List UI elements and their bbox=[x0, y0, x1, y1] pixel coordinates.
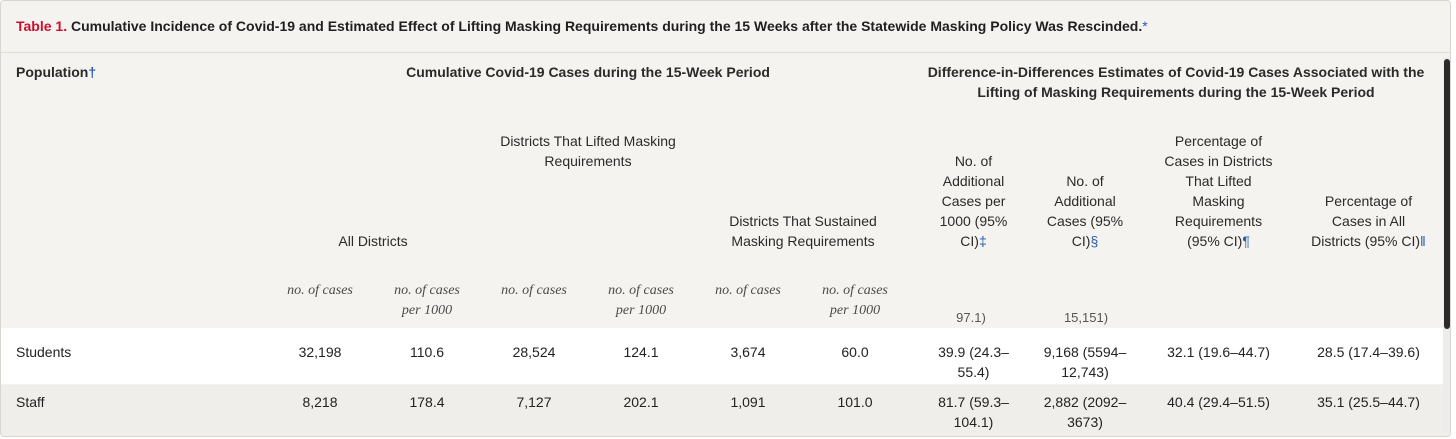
cell-sustained-cases: 3,674 bbox=[730, 344, 766, 360]
cell-additional-per1000: 39.9 (24.3– 55.4) bbox=[938, 344, 1009, 380]
population-footnote-mark[interactable]: † bbox=[88, 64, 97, 80]
cell-all-cases: 32,198 bbox=[298, 344, 342, 360]
cell-all-per1000: 110.6 bbox=[410, 344, 444, 360]
cell-pct-all: 35.1 (25.5–44.7) bbox=[1317, 394, 1420, 410]
pct-lifted-footnote-mark[interactable]: ¶ bbox=[1242, 233, 1250, 249]
row-population: Students bbox=[16, 344, 72, 360]
header-did-estimates: Difference-in-Differences Estimates of Covid-19 Cases Associated with the Lifting of Masking Requirements during the 15-Week Period bbox=[927, 64, 1425, 100]
cell-sustained-cases: 1,091 bbox=[730, 394, 766, 410]
table-header bbox=[1, 54, 1450, 328]
subheader-lifted-per1000: no. of cases per 1000 bbox=[608, 283, 674, 318]
cell-lifted-per1000: 124.1 bbox=[623, 344, 659, 360]
table-row bbox=[1, 328, 1450, 384]
header-cumulative-cases: Cumulative Covid-19 Cases during the 15-Week Period bbox=[406, 64, 770, 80]
clipped-text-cases: 15,151) bbox=[1063, 313, 1109, 325]
subheader-all-per1000: no. of cases per 1000 bbox=[394, 283, 460, 318]
subheader-all-cases: no. of cases bbox=[287, 283, 353, 298]
cell-sustained-per1000: 60.0 bbox=[841, 344, 869, 360]
vertical-scrollbar-thumb[interactable] bbox=[1444, 59, 1450, 329]
cell-pct-lifted: 40.4 (29.4–51.5) bbox=[1167, 394, 1270, 410]
header-pct-lifted: Percentage of Cases in Districts That Lifted Masking Requirements (95% CI)¶ bbox=[1164, 133, 1273, 249]
cell-lifted-per1000: 202.1 bbox=[623, 394, 659, 410]
table-caption bbox=[1, 1, 1450, 53]
table-row bbox=[1, 385, 1450, 437]
header-lifted-districts: Districts That Lifted Masking Requirements bbox=[500, 133, 676, 169]
cell-additional-cases: 2,882 (2092– 3673) bbox=[1043, 394, 1127, 430]
header-all-districts: All Districts bbox=[338, 233, 408, 249]
cell-pct-all: 28.5 (17.4–39.6) bbox=[1317, 344, 1420, 360]
header-pct-all: Percentage of Cases in All Districts (95% CI)‖ bbox=[1311, 193, 1426, 249]
header-additional-per1000: No. of Additional Cases per 1000 (95% CI)‡ bbox=[939, 153, 1008, 249]
header-additional-cases: No. of Additional Cases (95% CI)§ bbox=[1046, 173, 1124, 249]
cell-all-cases: 8,218 bbox=[302, 394, 338, 410]
cell-lifted-cases: 7,127 bbox=[516, 394, 552, 410]
caption-footnote-mark[interactable]: * bbox=[1142, 18, 1148, 34]
row-population: Staff bbox=[16, 394, 45, 410]
per1000-footnote-mark[interactable]: ‡ bbox=[978, 233, 987, 249]
cell-lifted-cases: 28,524 bbox=[512, 344, 556, 360]
cell-additional-per1000: 81.7 (59.3– 104.1) bbox=[938, 394, 1009, 430]
subheader-sustained-cases: no. of cases bbox=[715, 283, 781, 298]
subheader-lifted-cases: no. of cases bbox=[501, 283, 567, 298]
cell-all-per1000: 178.4 bbox=[409, 394, 445, 410]
clipped-text-per1000: 97.1) bbox=[956, 313, 986, 325]
table-label: Table 1. bbox=[16, 18, 68, 34]
cell-pct-lifted: 32.1 (19.6–44.7) bbox=[1167, 344, 1270, 360]
header-population: Population† bbox=[16, 64, 97, 80]
header-sustained-districts: Districts That Sustained Masking Requirements bbox=[729, 213, 877, 249]
pct-all-footnote-mark[interactable]: ‖ bbox=[1420, 233, 1426, 249]
subheader-sustained-per1000: no. of cases per 1000 bbox=[822, 283, 888, 318]
cases-footnote-mark[interactable]: § bbox=[1090, 233, 1099, 249]
cell-sustained-per1000: 101.0 bbox=[837, 394, 873, 410]
cell-additional-cases: 9,168 (5594– 12,743) bbox=[1043, 344, 1127, 380]
table-title: Cumulative Incidence of Covid-19 and Estimated Effect of Lifting Masking Requirements during the 15 Weeks after the Statewide Masking Policy Was Rescinded. bbox=[70, 18, 1143, 34]
